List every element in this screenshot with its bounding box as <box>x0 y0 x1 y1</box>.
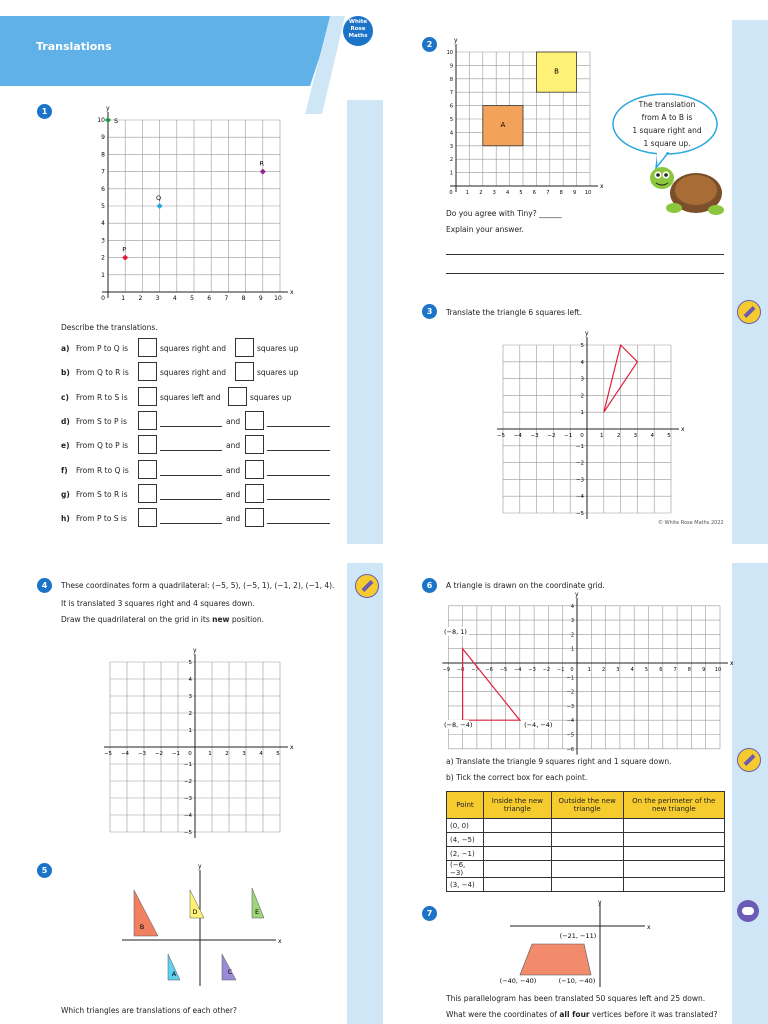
tick-cell[interactable] <box>551 861 623 878</box>
x-tick-label: −3 <box>530 433 539 439</box>
table-header-outside: Outside the new triangle <box>551 792 623 819</box>
y-axis-label: y <box>198 863 202 870</box>
table-row <box>447 819 725 833</box>
y-tick-label: 5 <box>449 117 453 123</box>
row-text: squares up <box>257 368 299 378</box>
q7-parallelogram-diagram <box>490 895 670 990</box>
y-tick-label: 4 <box>101 220 105 228</box>
tick-cell[interactable] <box>484 847 552 861</box>
y-tick-label: 1 <box>101 271 105 279</box>
tick-cell[interactable] <box>623 833 724 847</box>
x-tick-label: 9 <box>258 295 263 302</box>
x-tick-label: 7 <box>546 190 550 196</box>
q1-intro: Describe the translations. <box>61 323 158 332</box>
row-text: From P to S is <box>76 514 127 524</box>
x-tick-label: −5 <box>103 751 113 757</box>
answer-line[interactable] <box>267 475 330 476</box>
y-tick-label: 1 <box>449 170 453 177</box>
tick-cell[interactable] <box>551 833 623 847</box>
point-cell: (−6, −3) <box>447 861 484 878</box>
y-tick-label: −4 <box>566 718 574 725</box>
q4-coordinate-grid <box>104 642 304 837</box>
shape-a-label: A <box>500 121 506 130</box>
table-row <box>447 847 725 861</box>
x-tick-label: 5 <box>519 190 523 196</box>
x-tick-label: 4 <box>630 667 634 673</box>
y-tick-label: −5 <box>566 732 574 739</box>
point-cell: (3, −4) <box>447 878 484 892</box>
answer-line[interactable] <box>267 450 330 451</box>
q2-coordinate-grid <box>440 38 610 198</box>
row-label: c) <box>61 392 69 402</box>
y-tick-label: 4 <box>580 359 584 366</box>
row-text: squares up <box>250 392 292 402</box>
q5-triangles-diagram <box>118 862 288 992</box>
x-axis-label: x <box>647 924 651 931</box>
triangle-shape <box>134 890 158 936</box>
y-tick-label: 3 <box>101 237 105 245</box>
tiny-turtle-icon <box>648 160 726 218</box>
answer-line[interactable] <box>160 499 222 500</box>
answer-box[interactable] <box>245 411 264 430</box>
x-tick-label: −1 <box>557 667 565 673</box>
question-1-number: 1 <box>37 104 52 119</box>
q6-part-a: a) Translate the triangle 9 squares right and 1 square down. <box>446 757 672 766</box>
x-tick-label: 2 <box>602 667 606 673</box>
vertex-label: (−10, −40) <box>558 977 596 985</box>
x-tick-label: 8 <box>241 295 246 302</box>
y-tick-label: 6 <box>101 185 105 193</box>
table-header-inside: Inside the new triangle <box>484 792 552 819</box>
x-tick-label: 9 <box>702 667 706 673</box>
x-axis-label: x <box>681 426 685 433</box>
y-tick-label: 6 <box>449 103 453 110</box>
y-tick-label: −3 <box>183 796 192 802</box>
question-2-number: 2 <box>422 37 437 52</box>
x-tick-label: −3 <box>528 667 536 673</box>
x-tick-label: −9 <box>442 667 450 673</box>
y-tick-label: 8 <box>449 76 453 83</box>
x-tick-label: 5 <box>667 433 671 439</box>
x-tick-label: 4 <box>172 295 177 302</box>
row-text: From S to P is <box>76 416 127 426</box>
x-tick-label: −5 <box>496 433 506 439</box>
x-axis-label: x <box>290 289 294 296</box>
row-text: From R to S is <box>76 392 128 402</box>
triangle-label: D <box>192 908 198 916</box>
y-tick-label: 1 <box>570 646 574 653</box>
y-axis-label: y <box>585 330 589 337</box>
y-tick-label: 10 <box>446 50 453 56</box>
y-tick-label: 2 <box>449 157 453 164</box>
y-tick-label: 5 <box>580 343 584 349</box>
x-tick-label: 0 <box>570 667 574 673</box>
y-tick-label: 9 <box>101 134 105 142</box>
row-label: d) <box>61 416 70 426</box>
q4-line-2: It is translated 3 squares right and 4 squares down. <box>61 599 255 608</box>
q6-part-b: b) Tick the correct box for each point. <box>446 773 588 782</box>
x-tick-label: −4 <box>513 433 522 439</box>
row-text: and <box>226 416 241 426</box>
answer-line[interactable] <box>160 426 222 427</box>
tick-cell[interactable] <box>551 819 623 833</box>
point-cell: (4, −5) <box>447 833 484 847</box>
answer-box[interactable] <box>138 508 157 527</box>
vertex-label: (−21, −11) <box>559 932 597 940</box>
thinking-icon <box>737 900 759 922</box>
row-text: and <box>226 465 241 475</box>
point-cell: (2, −1) <box>447 847 484 861</box>
tick-cell[interactable] <box>484 878 552 892</box>
q3-coordinate-grid <box>486 320 686 520</box>
q4-line-1: These coordinates form a quadrilateral: (−5, 5), (−5, 1), (−1, 2), (−1, 4). <box>61 581 335 590</box>
x-tick-label: 2 <box>138 295 143 302</box>
point-marker <box>260 169 266 175</box>
y-tick-label: −2 <box>183 779 192 785</box>
answer-box[interactable] <box>138 435 157 454</box>
x-tick-label: 7 <box>224 295 229 302</box>
answer-line[interactable] <box>267 523 330 524</box>
y-tick-label: 3 <box>449 143 453 150</box>
tick-cell[interactable] <box>623 819 724 833</box>
y-axis-label: y <box>598 899 602 906</box>
y-tick-label: 4 <box>449 130 453 137</box>
x-tick-label: 1 <box>208 751 212 757</box>
x-tick-label: 2 <box>225 751 229 757</box>
y-tick-label: 2 <box>101 254 105 262</box>
row-text: squares right and <box>160 344 226 353</box>
pencil-icon <box>737 300 761 324</box>
table-row <box>447 861 725 878</box>
y-tick-label: 4 <box>188 677 192 683</box>
q6-coordinate-grid <box>432 590 734 753</box>
vertex-label: (−40, −40) <box>499 977 537 985</box>
side-strip-top-right <box>732 20 768 544</box>
q7-line-1: This parallelogram has been translated 50 squares left and 25 down. <box>446 994 706 1003</box>
y-tick-label: 8 <box>101 151 105 159</box>
row-text: From Q to R is <box>76 368 129 378</box>
y-tick-label: 9 <box>449 63 453 70</box>
x-tick-label: −1 <box>564 433 573 439</box>
x-tick-label: 6 <box>532 190 536 196</box>
answer-box[interactable] <box>245 435 264 454</box>
triangle-label: E <box>254 908 260 916</box>
x-axis-label: x <box>290 744 294 751</box>
pencil-icon <box>355 574 379 598</box>
q2-answer-line-2[interactable] <box>446 273 724 274</box>
point-label: S <box>114 117 119 125</box>
q2-answer-line-1[interactable] <box>446 254 724 255</box>
question-4-number: 4 <box>37 578 52 593</box>
y-tick-label: 3 <box>570 618 574 625</box>
point-marker <box>157 203 163 209</box>
tick-cell[interactable] <box>484 819 552 833</box>
answer-line[interactable] <box>160 450 222 451</box>
shape-b-label: B <box>554 67 559 76</box>
pencil-icon <box>737 748 761 772</box>
answer-box[interactable] <box>245 508 264 527</box>
point-cell: (0, 0) <box>447 819 484 833</box>
y-tick-label: 7 <box>449 90 453 97</box>
x-tick-label: 8 <box>687 667 691 673</box>
triangle-label: C <box>227 968 233 976</box>
answer-line[interactable] <box>267 499 330 500</box>
answer-box[interactable] <box>228 387 247 406</box>
point-label: R <box>259 159 265 168</box>
row-text: From P to Q is <box>76 344 129 353</box>
answer-box[interactable] <box>138 387 157 406</box>
point-label: P <box>122 245 127 254</box>
question-7-number: 7 <box>422 906 437 921</box>
row-label: h) <box>61 514 70 524</box>
point-marker <box>105 117 111 123</box>
y-tick-label: 5 <box>188 660 192 666</box>
y-axis-label: y <box>193 647 197 654</box>
answer-box[interactable] <box>235 362 254 381</box>
x-tick-label: 10 <box>714 667 722 673</box>
y-tick-label: −4 <box>183 813 192 819</box>
x-tick-label: 4 <box>506 190 510 196</box>
answer-box[interactable] <box>245 484 264 503</box>
q2-question: Do you agree with Tiny? ______ <box>446 209 562 218</box>
q5-question: Which triangles are translations of each other? <box>61 1006 237 1015</box>
question-3-number: 3 <box>422 304 437 319</box>
row-text: From R to Q is <box>76 465 129 475</box>
x-tick-label: 3 <box>492 190 496 196</box>
table-row <box>447 878 725 892</box>
point-marker <box>122 255 128 261</box>
tick-cell[interactable] <box>484 861 552 878</box>
y-tick-label: −5 <box>183 830 192 836</box>
q4-line-3: Draw the quadrilateral on the grid in its new position. <box>61 615 264 624</box>
x-tick-label: −2 <box>547 433 556 439</box>
y-tick-label: 4 <box>570 603 574 610</box>
table-header-point: Point <box>447 792 484 819</box>
y-tick-label: −1 <box>575 443 584 450</box>
y-axis-label: y <box>454 37 458 44</box>
row-label: b) <box>61 368 70 378</box>
x-tick-label: 10 <box>584 190 592 196</box>
y-tick-label: 2 <box>188 711 192 717</box>
y-tick-label: −6 <box>566 746 574 753</box>
x-tick-label: 2 <box>479 190 483 196</box>
q6-points-table <box>446 791 725 892</box>
q2-explain: Explain your answer. <box>446 225 524 234</box>
x-tick-label: −1 <box>171 751 181 757</box>
row-text: and <box>226 489 241 499</box>
parallelogram-shape <box>520 944 591 975</box>
row-label: a) <box>61 344 70 353</box>
tick-cell[interactable] <box>484 833 552 847</box>
x-tick-label: −6 <box>485 667 493 673</box>
answer-box[interactable] <box>138 484 157 503</box>
x-tick-label: 6 <box>207 295 212 302</box>
y-tick-label: −1 <box>566 675 574 682</box>
x-tick-label: −8 <box>456 667 465 673</box>
tick-cell[interactable] <box>623 878 724 892</box>
y-tick-label: −3 <box>566 703 574 710</box>
y-tick-label: 3 <box>580 376 584 383</box>
x-tick-label: 5 <box>644 667 649 673</box>
x-tick-label: 0 <box>580 433 584 439</box>
table-row <box>447 833 725 847</box>
answer-line[interactable] <box>160 475 222 476</box>
x-tick-label: −3 <box>137 751 147 757</box>
y-tick-label: −3 <box>575 477 584 484</box>
row-label: f) <box>61 465 68 475</box>
x-tick-label: 4 <box>650 433 654 439</box>
x-tick-label: 3 <box>616 667 620 673</box>
x-tick-label: 6 <box>659 667 663 673</box>
x-tick-label: −2 <box>154 751 164 757</box>
page-title: Translations <box>36 40 112 53</box>
x-tick-label: 10 <box>274 295 282 302</box>
x-tick-label: 8 <box>559 190 563 196</box>
question-6-number: 6 <box>422 578 437 593</box>
row-label: g) <box>61 489 70 499</box>
x-tick-label: 1 <box>587 667 591 673</box>
x-tick-label: −4 <box>514 667 522 673</box>
y-tick-label: −4 <box>575 494 584 501</box>
tick-cell[interactable] <box>623 861 724 878</box>
row-text: and <box>226 441 241 451</box>
x-tick-label: 0 <box>101 295 105 302</box>
q7-line-2: What were the coordinates of all four vertices before it was translated? <box>446 1010 718 1019</box>
speech-bubble-text: The translation from A to B is 1 square right and 1 square up. <box>632 100 702 148</box>
answer-box[interactable] <box>138 411 157 430</box>
x-tick-label: −2 <box>542 667 551 673</box>
y-tick-label: 5 <box>101 203 105 210</box>
copyright: © White Rose Maths 2022 <box>658 520 724 526</box>
y-tick-label: −2 <box>566 689 574 696</box>
x-axis-label: x <box>600 183 604 190</box>
y-tick-label: 10 <box>97 117 105 124</box>
x-tick-label: 5 <box>276 751 280 757</box>
answer-line[interactable] <box>267 426 330 427</box>
y-tick-label: 1 <box>580 410 584 417</box>
answer-box[interactable] <box>138 338 157 357</box>
x-tick-label: 7 <box>673 667 677 673</box>
x-tick-label: 4 <box>259 751 263 757</box>
y-tick-label: −5 <box>575 511 584 517</box>
y-axis-label: y <box>106 105 110 112</box>
y-tick-label: −2 <box>575 460 584 467</box>
y-tick-label: 2 <box>580 393 584 400</box>
row-text: squares up <box>257 344 299 353</box>
vertex-label: (−4, −4) <box>524 720 553 729</box>
x-tick-label: 1 <box>465 190 469 196</box>
x-axis-label: x <box>730 660 734 667</box>
question-5-number: 5 <box>37 863 52 878</box>
x-tick-label: 3 <box>633 433 638 439</box>
y-tick-label: 2 <box>570 632 574 639</box>
vertex-label: (−8, 1) <box>444 627 467 636</box>
white-rose-maths-logo: White Rose Maths <box>343 16 373 46</box>
answer-box[interactable] <box>138 362 157 381</box>
y-tick-label: 1 <box>188 728 192 734</box>
x-tick-label: 3 <box>155 295 160 302</box>
tick-cell[interactable] <box>551 847 623 861</box>
y-tick-label: −1 <box>183 762 192 768</box>
table-header-perimeter: On the perimeter of the new triangle <box>623 792 724 819</box>
x-tick-label: 0 <box>188 751 192 757</box>
x-tick-label: −4 <box>120 751 130 757</box>
row-text: From Q to P is <box>76 441 129 451</box>
q6-intro: A triangle is drawn on the coordinate grid. <box>446 581 605 590</box>
q1-coordinate-grid <box>90 95 305 315</box>
answer-line[interactable] <box>160 523 222 524</box>
row-label: e) <box>61 441 70 451</box>
vertex-label: (−8, −4) <box>444 720 473 729</box>
side-strip-top-left <box>347 100 383 544</box>
answer-box[interactable] <box>245 460 264 479</box>
x-tick-label: 9 <box>573 190 577 196</box>
row-text: squares right and <box>160 368 226 378</box>
x-tick-label: −5 <box>499 667 508 673</box>
q3-text: Translate the triangle 6 squares left. <box>446 308 582 317</box>
row-text: squares left and <box>160 392 221 402</box>
x-tick-label: 3 <box>242 751 246 757</box>
x-axis-label: x <box>278 938 282 945</box>
x-tick-label: 0 <box>449 190 453 196</box>
triangle-label: A <box>171 970 177 978</box>
x-tick-label: 2 <box>616 433 621 439</box>
answer-box[interactable] <box>235 338 254 357</box>
y-axis-label: y <box>575 590 579 598</box>
tick-cell[interactable] <box>551 878 623 892</box>
triangle-shape <box>222 954 236 980</box>
y-tick-label: 3 <box>188 694 192 700</box>
tick-cell[interactable] <box>623 847 724 861</box>
x-tick-label: 5 <box>190 295 194 302</box>
x-tick-label: 1 <box>121 295 126 302</box>
x-tick-label: −7 <box>471 667 479 673</box>
side-strip-bottom-left <box>347 563 383 1024</box>
row-text: From S to R is <box>76 489 128 499</box>
row-text: and <box>226 514 241 524</box>
x-tick-label: 1 <box>600 433 604 439</box>
triangle-label: B <box>139 923 145 931</box>
y-tick-label: 7 <box>101 168 105 176</box>
side-strip-bottom-right <box>732 563 768 1024</box>
answer-box[interactable] <box>138 460 157 479</box>
point-label: Q <box>156 194 162 202</box>
